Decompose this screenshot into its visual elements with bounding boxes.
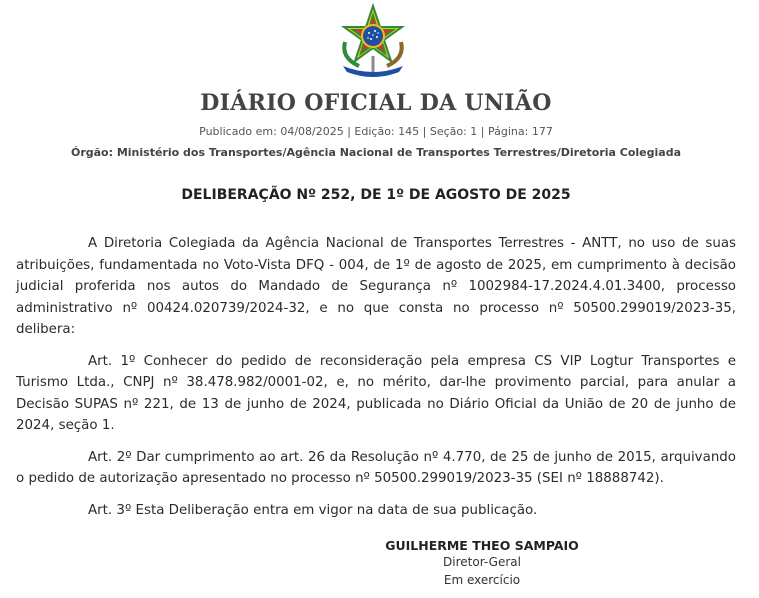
document-title: DELIBERAÇÃO Nº 252, DE 1º DE AGOSTO DE 2025 [181,187,571,203]
publication-info: Publicado em: 04/08/2025 | Edição: 145 | Seção: 1 | Página: 177 [199,125,553,138]
issuing-body: Órgão: Ministério dos Transportes/Agência Nacional de Transportes Terrestres/Diretoria Colegiada [70,146,682,159]
signatory-role: Diretor-Geral [443,555,521,569]
document-body [16,233,736,531]
article-1-paragraph: Art. 1º Conhecer do pedido de reconsideração pela empresa CS VIP Logtur Transportes e Turismo Ltda., CNPJ nº 38.478.982/0001-02, e, no mérito, dar-lhe provimento parcial, para anular a Decisão SUPAS nº 221, de 13 de junho de 2024, publicada no Diário Oficial da União de 20 de junho de 2024, seção 1. [16,353,736,433]
article-2-paragraph: Art. 2º Dar cumprimento ao art. 26 da Resolução nº 4.770, de 25 de junho de 2015, arquivando o pedido de autorização apresentado no processo nº 50500.299019/2023-35 (SEI nº 18888742). [16,449,736,486]
preamble-paragraph: A Diretoria Colegiada da Agência Nacional de Transportes Terrestres - ANTT, no uso de suas atribuições, fundamentada no Voto-Vista DFQ - 004, de 1º de agosto de 2025, em cumprimento à decisão judicial proferida nos autos do Mandado de Segurança nº 1002984-17.2024.4.01.3400, processo administrativo nº 00424.020739/2024-32, e no que consta no processo nº 50500.299019/2023-35, delibera: [16,236,736,337]
signatory-name: GUILHERME THEO SAMPAIO [385,538,579,553]
brazil-coat-of-arms-icon [333,2,413,78]
newspaper-title: DIÁRIO OFICIAL DA UNIÃO [200,90,552,116]
signatory-status: Em exercício [443,573,521,587]
article-3-paragraph: Art. 3º Esta Deliberação entra em vigor na data de sua publicação. [88,502,538,518]
signature-block [385,538,579,589]
